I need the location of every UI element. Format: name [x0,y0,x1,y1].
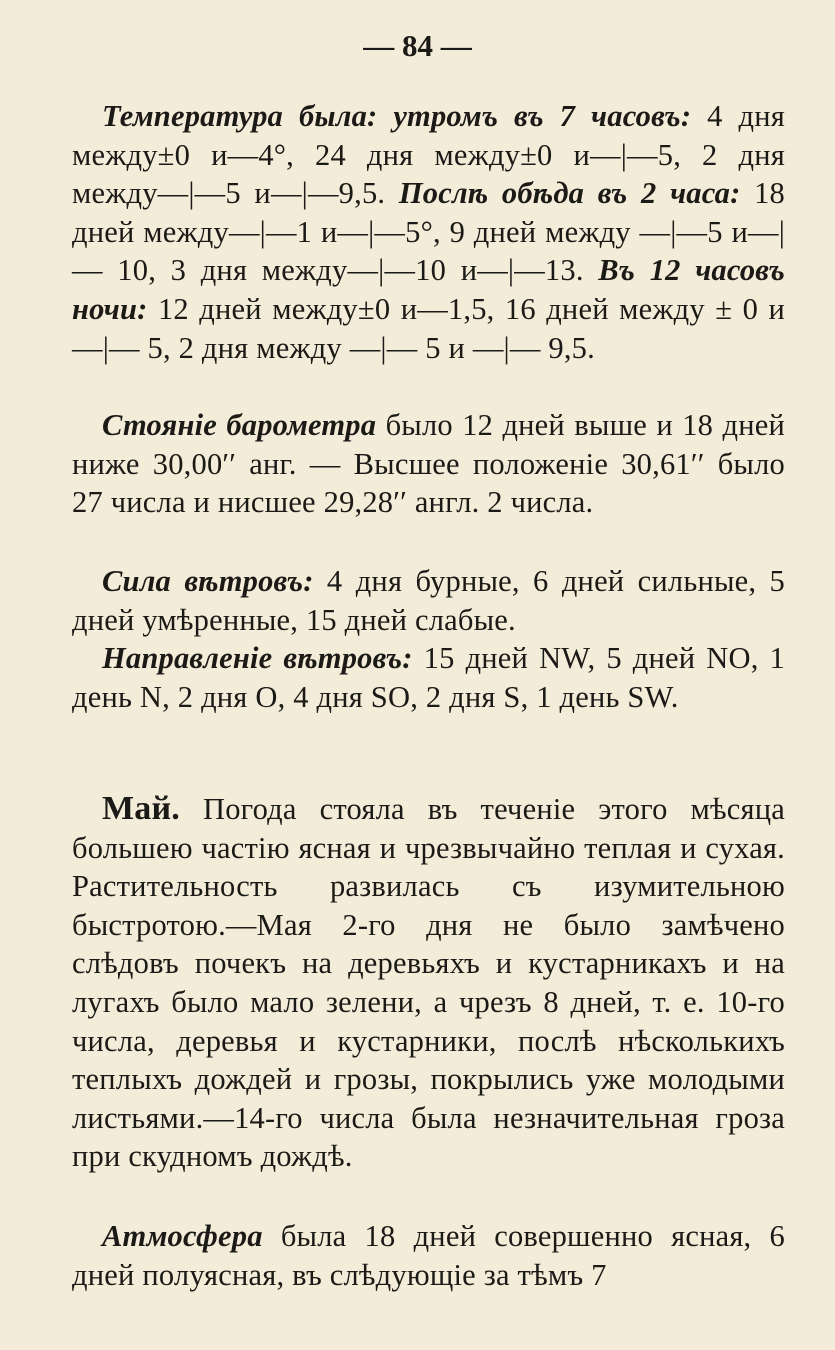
wind-direction-paragraph [72,639,785,716]
barometer-heading: Стояніе барометра [102,408,377,442]
may-text: Погода стояла въ теченіе этого мѣсяца большею частію ясная и чрезвычайно теплая и сухая. Растительность развилась съ изумительною быстротою.—Мая 2-го дня не было замѣчено слѣдовъ почекъ на деревьяхъ и кустарникахъ и на лугахъ было мало зелени, а чрезъ 8 дней, т. е. 10-го числа, деревья и кустарники, послѣ нѣсколькихъ теплыхъ дождей и грозы, покрылись уже молодыми листьями.—14-го числа была незначительная гроза при скудномъ дождѣ. [72,792,785,1174]
temperature-paragraph [72,97,785,367]
wind-force-heading: Сила вѣтровъ: [102,564,314,598]
atmosphere-text: была 18 дней совершенно ясная, 6 дней полуясная, въ слѣдующіе за тѣмъ 7 [72,1219,785,1292]
month-heading: Май. [102,790,180,827]
atmosphere-heading: Атмосфера [102,1219,263,1253]
page-number: — 84 — [363,28,472,63]
temperature-night-heading: Въ 12 часовъ ночи: [72,253,785,326]
may-paragraph [72,790,785,1176]
barometer-text: было 12 дней выше и 18 дней ниже 30,00′′ анг. — Высшее положеніе 30,61′′ было 27 числа и нисшее 29,28′′ англ. 2 числа. [72,408,785,520]
atmosphere-paragraph [72,1217,785,1294]
temperature-afternoon-text: 18 дней между—|—1 и—|—5°, 9 дней между —|—5 и—|— 10, 3 дня между—|—10 и—|—13. [72,176,786,288]
temperature-afternoon-heading: Послѣ обѣда въ 2 часа: [398,176,741,211]
wind-direction-text: 15 дней NW, 5 дней NO, 1 день N, 2 дня O, 4 дня SO, 2 дня S, 1 день SW. [72,641,786,714]
temperature-night-text: 12 дней между±0 и—1,5, 16 дней между ± 0 и —|— 5, 2 дня между —|— 5 и —|— 9,5. [72,291,785,365]
temperature-heading: Температура была: утромъ въ 7 часовъ: [102,99,692,133]
wind-direction-heading: Направленіе вѣтровъ: [102,641,413,675]
temperature-morning-text: 4 дня между±0 и—4°, 24 дня между±0 и—|—5, 2 дня между—|—5 и—|—9,5. [72,99,785,211]
barometer-paragraph [72,406,785,522]
wind-force-text: 4 дня бурные, 6 дней сильные, 5 дней умѣренные, 15 дней слабые. [72,564,786,637]
wind-force-paragraph [72,562,785,639]
